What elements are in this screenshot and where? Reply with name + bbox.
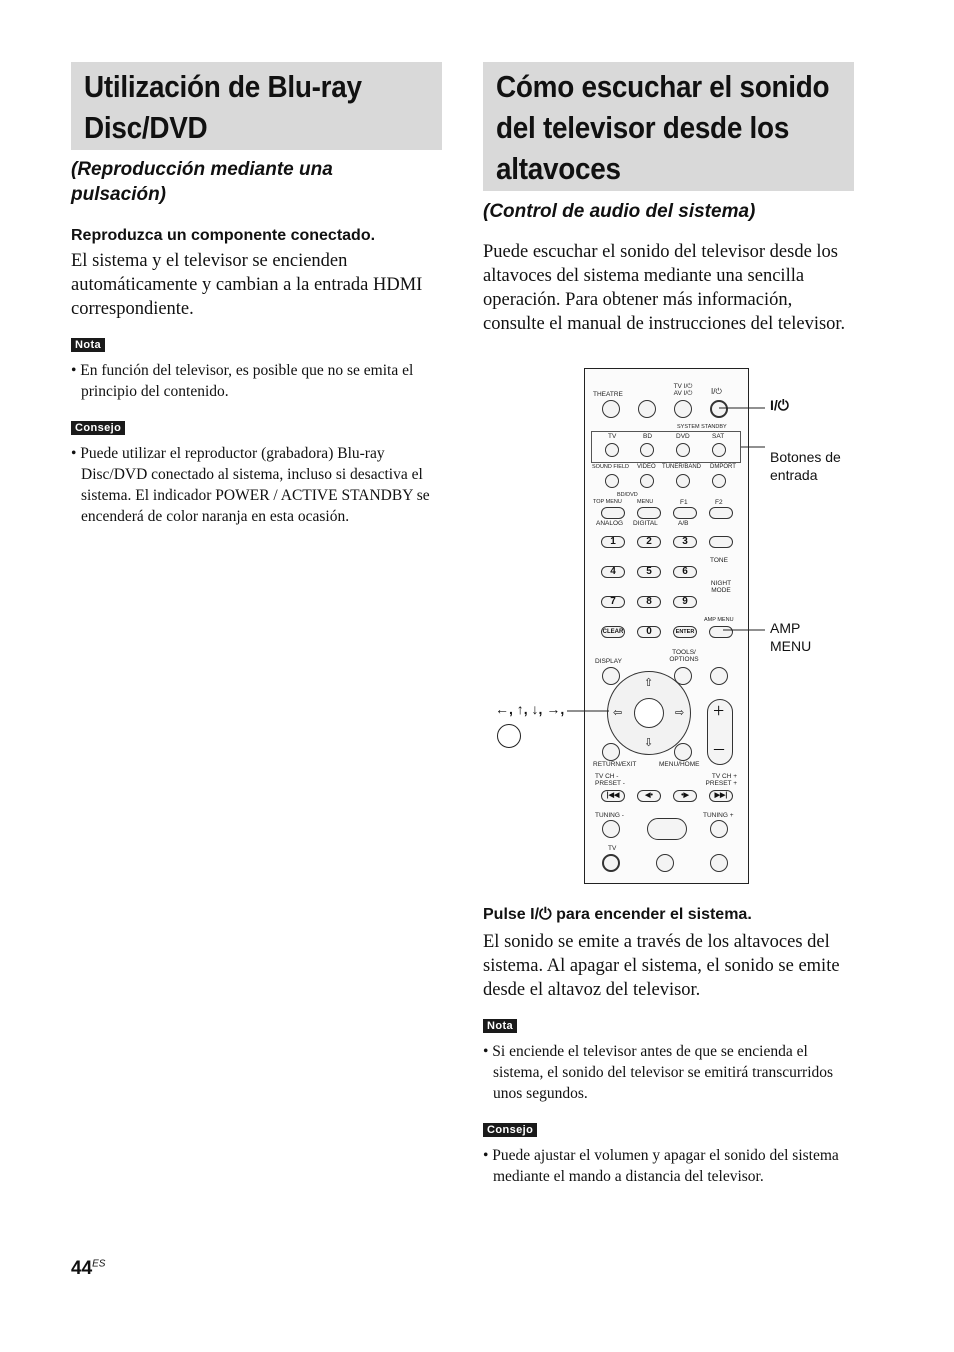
digit-8-button[interactable]: 8 — [637, 596, 661, 608]
left-column — [71, 62, 442, 527]
label-tv-av: TV I/⏻ AV I/⏻ — [673, 383, 693, 397]
section-title: Utilización de Blu-ray Disc/DVD — [84, 69, 362, 145]
label-tuner-band: TUNER/BAND — [662, 464, 702, 470]
volume-down-icon[interactable]: – — [714, 737, 724, 759]
page-number-value: 44 — [71, 1258, 93, 1279]
tip-text: • Puede ajustar el volumen y apagar el sonido del sistema mediante el mando a distancia del televisor. — [483, 1147, 839, 1185]
section-title-box — [483, 62, 854, 191]
tip-tag: Consejo — [483, 1123, 537, 1137]
enter-button[interactable]: ENTER — [673, 626, 697, 638]
page-number-suffix: ES — [92, 1258, 106, 1270]
label-tv: TV — [608, 433, 617, 440]
label-night-mode: NIGHT MODE — [710, 580, 732, 594]
label-digital: DIGITAL — [633, 520, 658, 527]
digit-7-button[interactable]: 7 — [601, 596, 625, 608]
right-column — [483, 62, 854, 336]
label-theatre: THEATRE — [593, 391, 623, 398]
label-return-exit: RETURN/EXIT — [593, 761, 637, 768]
label-f2: F2 — [715, 499, 723, 506]
volume-up-icon[interactable]: + — [713, 700, 725, 722]
arrow-left-icon[interactable]: ⇦ — [613, 707, 623, 719]
digit-0-button[interactable]: 0 — [637, 626, 661, 638]
label-sat: SAT — [712, 433, 725, 440]
label-tv-ch-minus: TV CH - PRESET - — [595, 773, 625, 787]
tip-tag: Consejo — [71, 421, 125, 435]
note-text: • En función del televisor, es posible que no se emita el principio del contenido. — [71, 362, 414, 400]
note-text: • Si enciende el televisor antes de que se encienda el sistema, el sonido del televisor se emitirá transcurridos unos segundos. — [483, 1043, 834, 1102]
label-tools-options: TOOLS/ OPTIONS — [669, 649, 699, 663]
note-tag: Nota — [483, 1019, 517, 1033]
digit-3-button[interactable]: 3 — [673, 536, 697, 548]
step-heading: Reproduzca un componente conectado. — [71, 227, 376, 244]
callout-arrows: ←, ↑, ↓, →, — [495, 701, 565, 717]
label-tuning-plus: TUNING + — [703, 812, 734, 819]
label-amp-menu: AMP MENU — [704, 617, 734, 623]
intro-text: Puede escuchar el sonido del televisor desde los altavoces del sistema mediante una sencilla operación. Para obtener más información, consulte el manual de instrucciones del televisor. — [483, 242, 846, 334]
callout-amp-menu: AMP MENU — [770, 620, 812, 654]
label-system-standby: SYSTEM STANDBY — [677, 424, 727, 430]
label-bd: BD — [643, 433, 653, 440]
step-body: El sonido se emite a través de los altavoces del sistema. Al apagar el sistema, el sonido se emite desde el altavoz del televisor. — [483, 932, 840, 1000]
page-number — [71, 1258, 105, 1280]
callout-power: I/⏻ — [770, 397, 789, 413]
section-subtitle: (Control de audio del sistema) — [483, 201, 756, 222]
label-sound-field: SOUND FIELD — [592, 464, 629, 470]
right-step-section — [483, 904, 854, 1187]
label-dmport: DMPORT — [710, 464, 736, 470]
label-tv-ch-plus: TV CH + PRESET + — [705, 773, 737, 787]
section-title: Cómo escuchar el sonido del televisor desde los altavoces — [496, 69, 830, 186]
arrow-right-icon[interactable]: ⇨ — [675, 707, 685, 719]
label-power: I/⏻ — [711, 387, 722, 396]
section-title-box — [71, 62, 442, 150]
label-dvd: DVD — [676, 433, 690, 440]
label-menu-home: MENU/HOME — [659, 761, 700, 768]
prev-button[interactable]: |◀◀ — [601, 790, 625, 802]
tip-text: • Puede utilizar el reproductor (grabadora) Blu-ray Disc/DVD conectado al sistema, incluso si desactiva el sistema. El indicador POWER / ACTIVE STANDBY se encenderá de color naranja en esta ocasión. — [71, 445, 430, 525]
label-f1: F1 — [680, 499, 688, 506]
next-button[interactable]: ▶▶| — [709, 790, 733, 802]
label-tuning-minus: TUNING - — [595, 812, 624, 819]
arrow-down-icon[interactable]: ⇩ — [644, 737, 654, 749]
clear-button[interactable]: CLEAR — [601, 626, 625, 638]
advance-button[interactable]: •▶ — [673, 790, 697, 802]
replay-button[interactable]: ◀• — [637, 790, 661, 802]
label-display: DISPLAY — [595, 658, 622, 665]
select-circle-icon — [497, 724, 521, 748]
label-analog: ANALOG — [596, 520, 624, 527]
note-tag: Nota — [71, 338, 105, 352]
label-tone: TONE — [710, 557, 728, 564]
label-ab: A/B — [678, 520, 689, 527]
digit-1-button[interactable]: 1 — [601, 536, 625, 548]
label-tv-bottom: TV — [608, 845, 617, 852]
digit-9-button[interactable]: 9 — [673, 596, 697, 608]
step-heading: Pulse I/⏻ para encender el sistema. — [483, 906, 752, 923]
label-top-menu: TOP MENU — [593, 499, 622, 505]
callout-input-buttons: Botones de entrada — [770, 449, 841, 483]
step-body: El sistema y el televisor se encienden automáticamente y cambian a la entrada HDMI correspondiente. — [71, 251, 423, 319]
digit-5-button[interactable]: 5 — [637, 566, 661, 578]
digit-4-button[interactable]: 4 — [601, 566, 625, 578]
arrow-up-icon[interactable]: ⇧ — [644, 677, 654, 689]
label-bd-dvd: BD/DVD — [617, 492, 638, 498]
label-menu: MENU — [637, 499, 654, 505]
digit-6-button[interactable]: 6 — [673, 566, 697, 578]
section-subtitle: (Reproducción mediante una pulsación) — [71, 159, 333, 205]
digit-2-button[interactable]: 2 — [637, 536, 661, 548]
label-video: VIDEO — [637, 464, 656, 470]
remote-illustration — [483, 368, 883, 888]
